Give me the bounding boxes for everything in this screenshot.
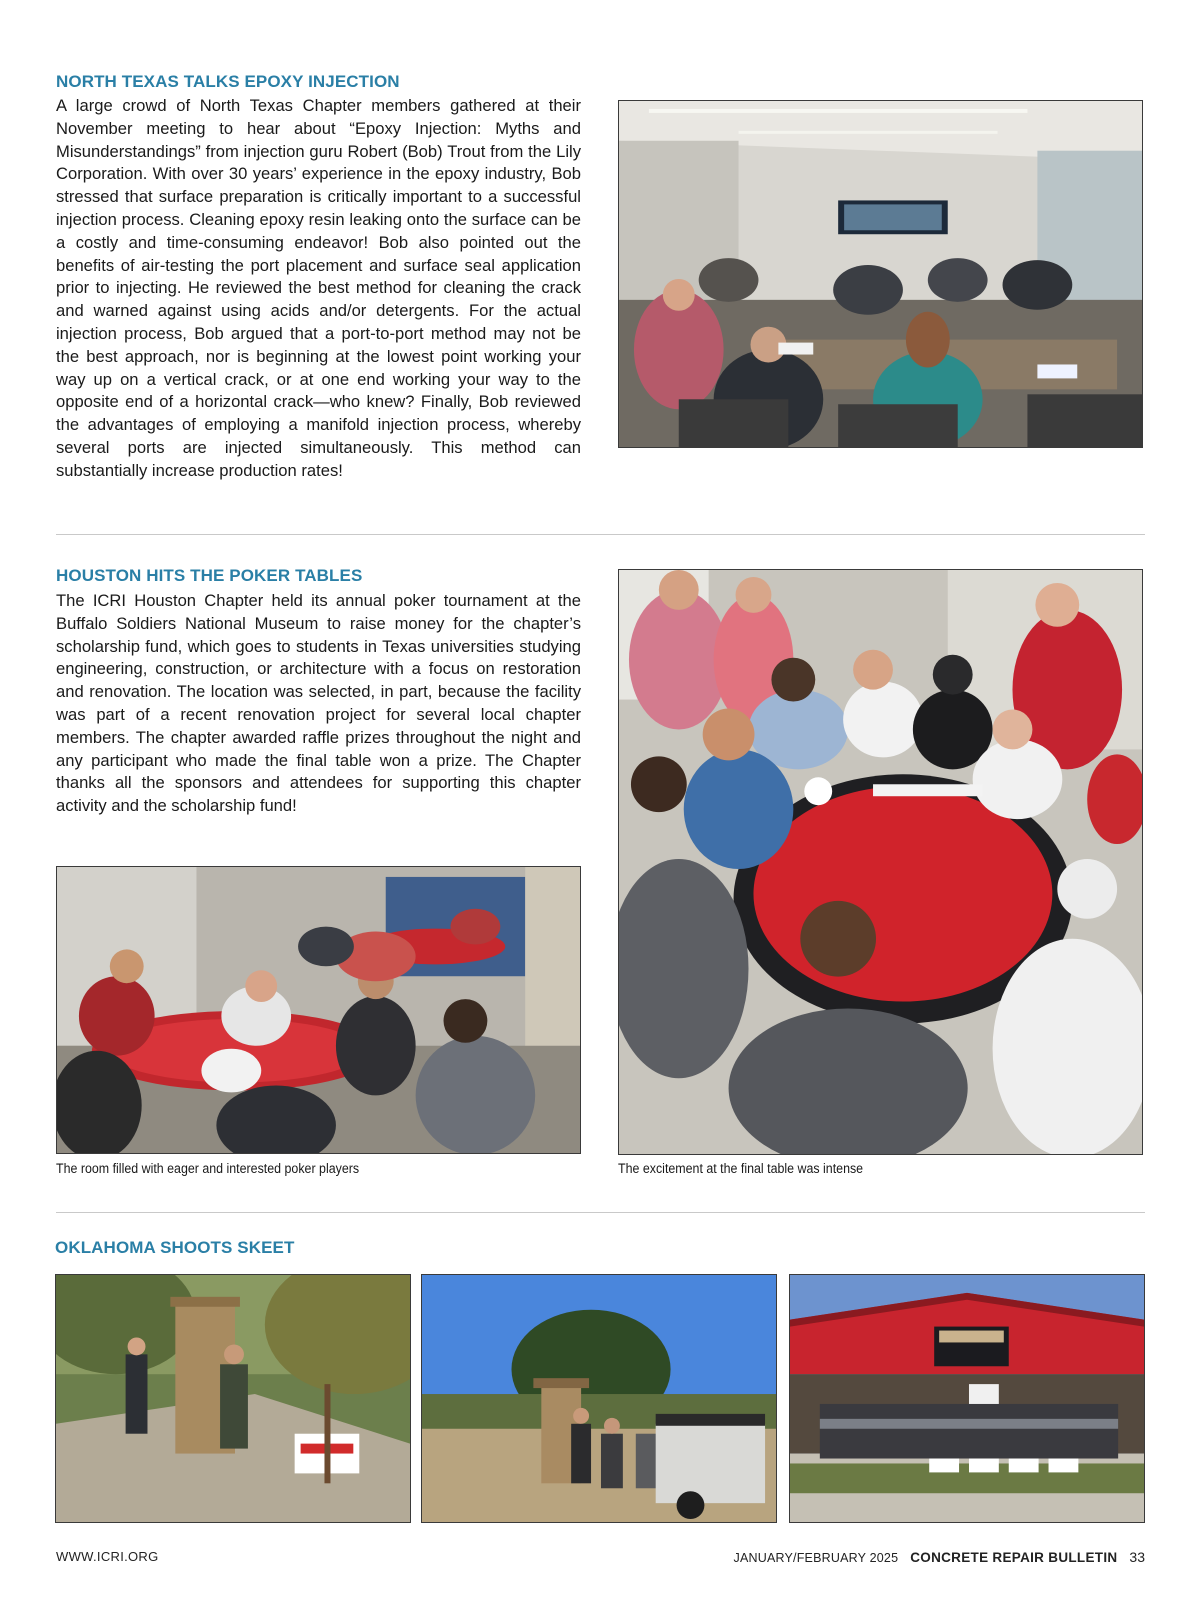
- north-texas-heading: NORTH TEXAS TALKS EPOXY INJECTION: [56, 72, 400, 91]
- poker-room-photo: [56, 866, 581, 1154]
- houston-heading: HOUSTON HITS THE POKER TABLES: [56, 566, 363, 585]
- footer-info: [734, 1549, 1145, 1565]
- meeting-room-photo: [618, 100, 1143, 448]
- footer-page-number: 33: [1129, 1549, 1145, 1565]
- footer-website: WWW.ICRI.ORG: [56, 1549, 159, 1564]
- oklahoma-heading: OKLAHOMA SHOOTS SKEET: [55, 1238, 295, 1257]
- skeet-field-photo: [421, 1274, 777, 1523]
- houston-body: The ICRI Houston Chapter held its annual poker tournament at the Buffalo Soldiers National Museum to raise money for the chapter’s scholarship fund, which goes to students in Texas universities studying engineering, construction, or architecture with a focus on restoration and renovation. The location was selected, in part, because the facility was part of a recent renovation project for several local chapter members. The chapter awarded raffle prizes throughout the night and any participant who made the final table won a prize. The Chapter thanks all the sponsors and attendees for supporting this chapter activity and the scholarship fund!: [56, 591, 581, 816]
- north-texas-body: A large crowd of North Texas Chapter members gathered at their November meeting to hear about “Epoxy Injection: Myths and Misunderstandings” from injection guru Robert (Bob) Trout from the Lily Corporation. With over 30 years’ experience in the epoxy industry, Bob stressed that surface preparation is critically important to a successful injection process. Cleaning epoxy resin leaking onto the surface can be a costly and time-consuming endeavor! Bob also pointed out the benefits of air-testing the port placement and surface seal application prior to injecting. He reviewed the best method for cleaning the crack and warned against using acids and/or detergents. For the actual injection process, Bob argued that a port-to-port method may not be the best approach, nor is beginning at the lowest point working your way up on a vertical crack, or at one end working your way to the opposite end of a horizontal crack—who knew? Finally, Bob reviewed the advantages of employing a manifold injection process, whereby several ports are injected simultaneously. This method can substantially increase production rates!: [56, 96, 581, 480]
- skeet-station-photo: [55, 1274, 411, 1523]
- final-table-photo: [618, 569, 1143, 1155]
- footer-issue-date: JANUARY/FEBRUARY 2025: [733, 1551, 899, 1565]
- section-divider-1: [56, 534, 1145, 535]
- section-divider-2: [56, 1212, 1145, 1213]
- footer-publication: CONCRETE REPAIR BULLETIN: [910, 1550, 1118, 1565]
- caption-left: The room filled with eager and interested poker players: [56, 1161, 360, 1176]
- pavilion-group-photo: [789, 1274, 1145, 1523]
- caption-right: The excitement at the final table was intense: [618, 1161, 864, 1176]
